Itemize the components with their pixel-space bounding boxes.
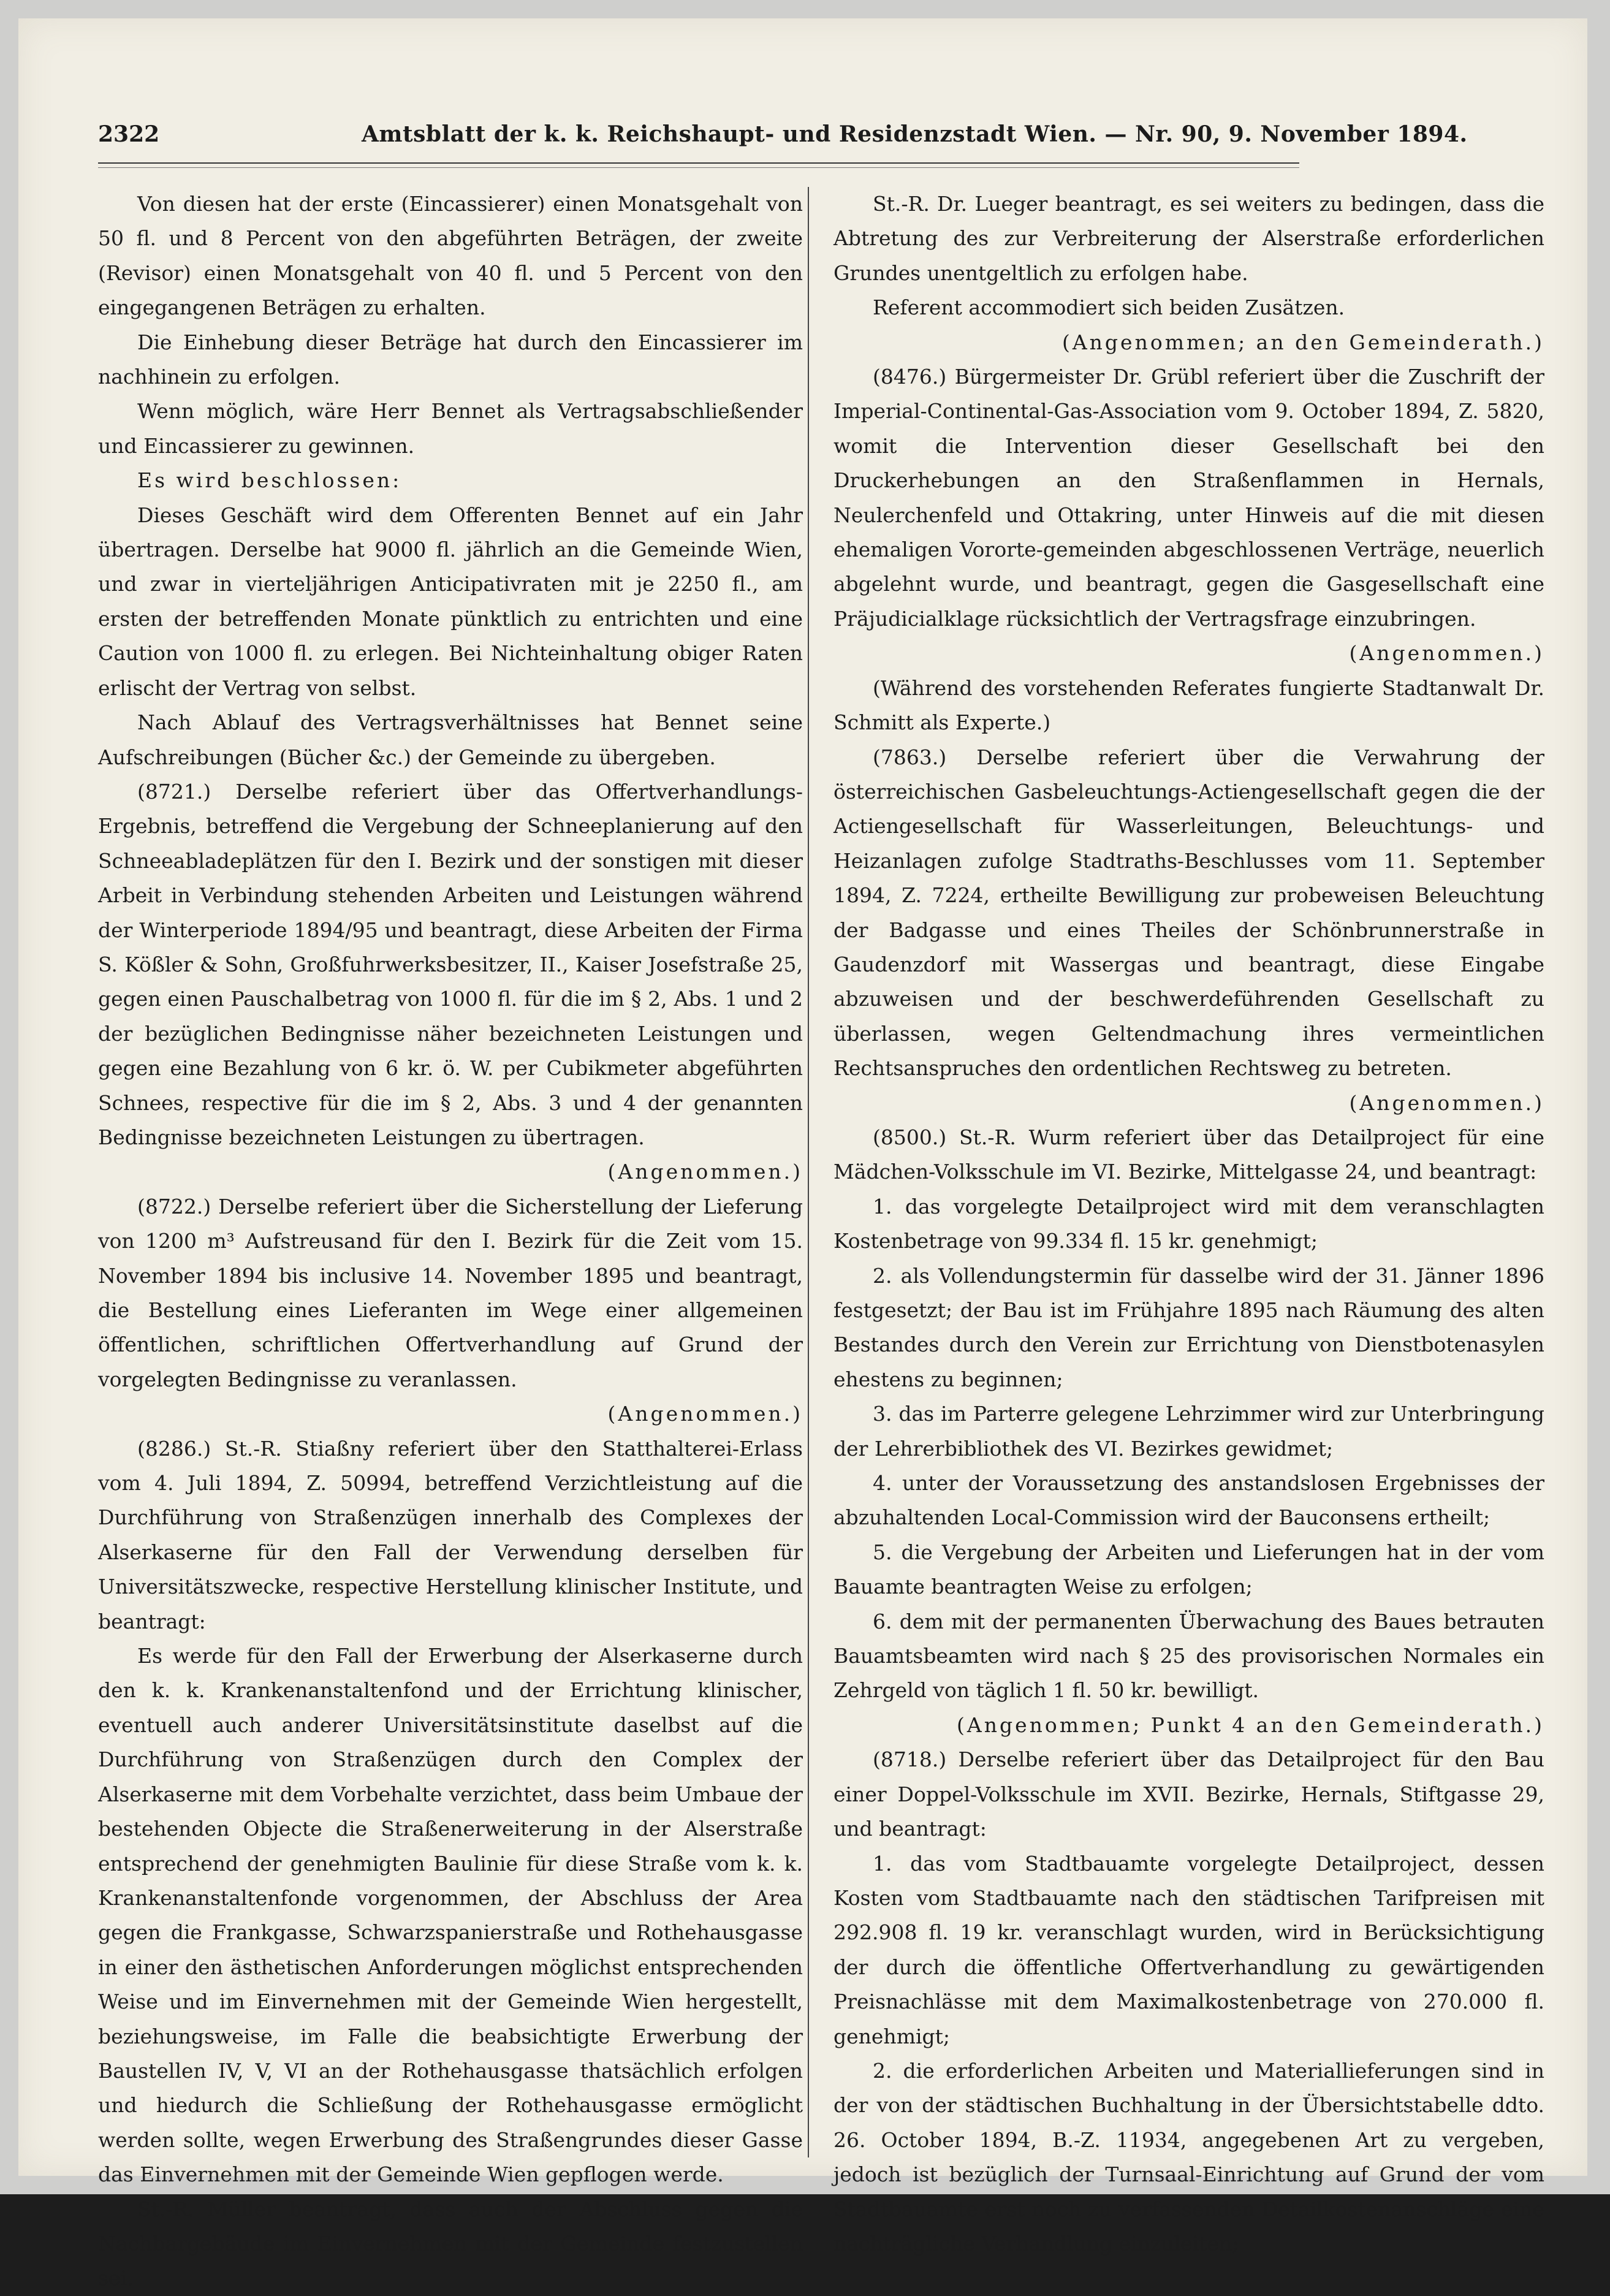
verdict-annotation: (Angenommen.) xyxy=(1349,641,1544,666)
agenda-item-8500: (8500.) St.-R. Wurm referiert über das Detailproject für eine Mädchen-Volksschule im VI. Bezirke, Mittelgasse 24, und beantragt: xyxy=(833,1125,1544,1184)
agenda-item-8286: (8286.) St.-R. Stiaßny referiert über den Statthalterei-Erlass vom 4. Juli 1894, Z. 50994, betreffend Verzichtleistung auf die Durchführung von Straßenzügen innerhalb des Complexes der Alserkaserne für den Fall der Verwendung derselben für Universitätszwecke, respective Herstellung klinischer Institute, und beantragt: xyxy=(98,1436,803,1633)
header-rule xyxy=(98,162,1299,168)
paragraph: Es werde für den Fall der Erwerbung der Alserkaserne durch den k. k. Krankenanstaltenfond und der Errichtung klinischer, eventuell auch anderer Universitätsinstitute daselbst auf die Durchführung von Straßenzügen durch den Complex der Alserkaserne mit dem Vorbehalte verzichtet, dass beim Umbaue der bestehenden Objecte die Straßenerweiterung in der Alserstraße entsprechend der genehmigten Baulinie für diese Straße vom k. k. Krankenanstaltenfonde vorgenommen, der Abschluss der Area gegen die Frankgasse, Schwarzspanierstraße und Rothehausgasse in einer den ästhetischen Anforderungen möglichst entsprechenden Weise und im Einvernehmen mit der Gemeinde Wien hergestellt, beziehungsweise, im Falle die beabsichtigte Erwerbung der Baustellen IV, V, VI an der Rothehausgasse thatsächlich erfolgen und hiedurch die Schließung der Rothehausgasse ermöglicht werden sollte, wegen Erwerbung des Straßengrundes dieser Gasse das Einvernehmen mit der Gemeinde Wien gepflogen werde. xyxy=(98,1644,803,2187)
publication-title: Amtsblatt der k. k. Reichshaupt- und Residenzstadt Wien. — Nr. 90, 9. November 1894. xyxy=(362,121,1468,147)
paragraph: St.-R. Dr. Lueger beantragt, es sei weiters zu bedingen, dass die Abtretung des zur Verbreiterung der Alserstraße erforderlichen Grundes unentgeltlich zu erfolgen habe. xyxy=(833,192,1544,285)
paragraph: Wenn möglich, wäre Herr Bennet als Vertragsabschließender und Eincassierer zu gewinnen. xyxy=(98,399,803,458)
agenda-item-7863: (7863.) Derselbe referiert über die Verwahrung der österreichischen Gasbeleuchtungs-Actiengesellschaft gegen die der Actiengesellschaft für Wasserleitungen, Beleuchtungs- und Heizanlagen zufolge Stadtraths-Beschlusses vom 11. September 1894, Z. 7224, ertheilte Bewilligung zur probeweisen Beleuchtung der Badgasse und eines Theiles der Schönbrunnerstraße in Gaudenzdorf mit Wassergas und beantragt, diese Eingabe abzuweisen und der beschwerdeführenden Gesellschaft zu überlassen, wegen Geltendmachung ihres vermeintlichen Rechtsanspruches den ordentlichen Rechtsweg zu betreten. xyxy=(833,745,1544,1081)
list-item: 4. unter der Voraussetzung des anstandslosen Ergebnisses der abzuhaltenden Local-Commission wird der Bauconsens ertheilt; xyxy=(833,1471,1544,1530)
column-divider xyxy=(808,187,809,2157)
agenda-item-8718: (8718.) Derselbe referiert über das Detailproject für den Bau einer Doppel-Volksschule im XVII. Bezirke, Hernals, Stiftgasse 29, und beantragt: xyxy=(833,1747,1544,1841)
list-item: 6. dem mit der permanenten Überwachung des Baues betrauten Bauamtsbeamten wird nach § 25 des provisorischen Normales ein Zehrgeld von täglich 1 fl. 50 kr. bewilligt. xyxy=(833,1609,1544,1703)
page-number: 2322 xyxy=(98,121,160,147)
verdict-annotation: (Angenommen.) xyxy=(607,1160,803,1184)
agenda-item-8722: (8722.) Derselbe referiert über die Sicherstellung der Lieferung von 1200 m³ Aufstreusand für den I. Bezirk für die Zeit vom 15. November 1894 bis inclusive 14. November 1895 und beantragt, die Bestellung eines Lieferanten im Wege einer allgemeinen öffentlichen, schriftlichen Offertverhandlung auf Grund der vorgelegten Bedingnisse zu veranlassen. xyxy=(98,1194,803,1391)
paragraph: St.-R. Müller beantragt, dass auch der Abschluss gegen die Nachbargebäude im Einvernehmen mit der Gemeinde festzustellen sei. xyxy=(98,2197,803,2290)
paragraph: Referent accommodiert sich beiden Zusätzen. xyxy=(873,295,1345,320)
paragraph: Von diesen hat der erste (Eincassierer) einen Monatsgehalt von 50 fl. und 8 Percent von den abgeführten Beträgen, der zweite (Revisor) einen Monatsgehalt von 40 fl. und 5 Percent von den eingegangenen Beträgen zu erhalten. xyxy=(98,192,803,320)
verdict-annotation: (Angenommen; Punkt 4 an den Gemeinderath.) xyxy=(957,1712,1544,1737)
agenda-item-8476: (8476.) Bürgermeister Dr. Grübl referiert über die Zuschrift der Imperial-Continental-Gas-Association vom 9. October 1894, Z. 5820, womit die Intervention dieser Gesellschaft bei den Druckerhebungen an den Straßenflammen in Hernals, Neulerchenfeld und Ottakring, unter Hinweis auf die mit diesen ehemaligen Vororte-gemeinden abgeschlossenen Verträge, neuerlich abgelehnt wurde, und beantragt, gegen die Gasgesellschaft eine Präjudicialklage rücksichtlich der Vertragsfrage einzubringen. xyxy=(833,365,1544,631)
paragraph: Dieses Geschäft wird dem Offerenten Bennet auf ein Jahr übertragen. Derselbe hat 9000 fl. jährlich an die Gemeinde Wien, und zwar in vierteljährigen Anticipativraten mit je 2250 fl., am ersten der betreffenden Monate pünktlich zu entrichten und eine Caution von 1000 fl. zu erlegen. Bei Nichteinhaltung obiger Raten erlischt der Vertrag von selbst. xyxy=(98,503,803,700)
right-column xyxy=(833,187,1544,2261)
paragraph: Nach Ablauf des Vertragsverhältnisses hat Bennet seine Aufschreibungen (Bücher &c.) der Gemeinde zu übergeben. xyxy=(98,710,803,769)
list-item: 3. das im Parterre gelegene Lehrzimmer wird zur Unterbringung der Lehrerbibliothek des VI. Bezirkes gewidmet; xyxy=(833,1402,1544,1461)
list-item: 2. als Vollendungstermin für dasselbe wird der 31. Jänner 1896 festgesetzt; der Bau ist im Frühjahre 1895 nach Räumung des alten Bestandes durch den Verein zur Errichtung von Dienstbotenasylen ehestens zu beginnen; xyxy=(833,1263,1544,1391)
page-header xyxy=(98,121,1468,158)
list-item: 1. das vorgelegte Detailproject wird mit dem veranschlagten Kostenbetrage von 99.334 fl. 15 kr. genehmigt; xyxy=(833,1194,1544,1253)
verdict-annotation: (Angenommen; an den Gemeinderath.) xyxy=(1061,330,1544,354)
left-column xyxy=(98,187,803,2296)
verdict-annotation: (Angenommen.) xyxy=(1349,1090,1544,1115)
paragraph: (Während des vorstehenden Referates fungierte Stadtanwalt Dr. Schmitt als Experte.) xyxy=(833,675,1544,735)
resolution-heading: Es wird beschlossen: xyxy=(137,468,402,493)
list-item: 2. die erforderlichen Arbeiten und Materiallieferungen sind in der von der städtischen Buchhaltung in der Übersichtstabelle ddto. 26. October 1894, B.-Z. 11934, angegebenen Art zu vergeben, jedoch ist bezüglich der Turnsaal-Einrichtung auf Grund der vom Stadtbauamte erst noch zu verfassenden Detailkostenanschläge eine nachträgliche Verhandlung einzuleiten; xyxy=(833,2058,1544,2256)
verdict-annotation: (Angenommen.) xyxy=(607,1402,803,1426)
agenda-item-8721: (8721.) Derselbe referiert über das Offertverhandlungs-Ergebnis, betreffend die Vergebung der Schneeplanierung auf den Schneeabladeplätzen für den I. Bezirk und der sonstigen mit dieser Arbeit in Verbindung stehenden Arbeiten und Leistungen während der Winterperiode 1894/95 und beantragt, diese Arbeiten der Firma S. Kößler & Sohn, Großfuhrwerksbesitzer, II., Kaiser Josefstraße 25, gegen einen Pauschalbetrag von 1000 fl. für die im § 2, Abs. 1 und 2 der bezüglichen Bedingnisse näher bezeichneten Leistungen und gegen eine Bezahlung von 6 kr. ö. W. per Cubikmeter abgeführten Schnees, respective für die im § 2, Abs. 3 und 4 der genannten Bedingnisse bezeichneten Leistungen zu übertragen. xyxy=(98,779,803,1149)
paragraph: Die Einhebung dieser Beträge hat durch den Eincassierer im nachhinein zu erfolgen. xyxy=(98,330,803,389)
list-item: 5. die Vergebung der Arbeiten und Lieferungen hat in der vom Bauamte beantragten Weise zu erfolgen; xyxy=(833,1540,1544,1599)
list-item: 1. das vom Stadtbauamte vorgelegte Detailproject, dessen Kosten vom Stadtbauamte nach den städtischen Tarifpreisen mit 292.908 fl. 19 kr. veranschlagt wurden, wird in Berücksichtigung der durch die öffentliche Offertverhandlung zu gewärtigenden Preisnachlässe mit dem Maximalkostenbetrage von 270.000 fl. genehmigt; xyxy=(833,1851,1544,2048)
